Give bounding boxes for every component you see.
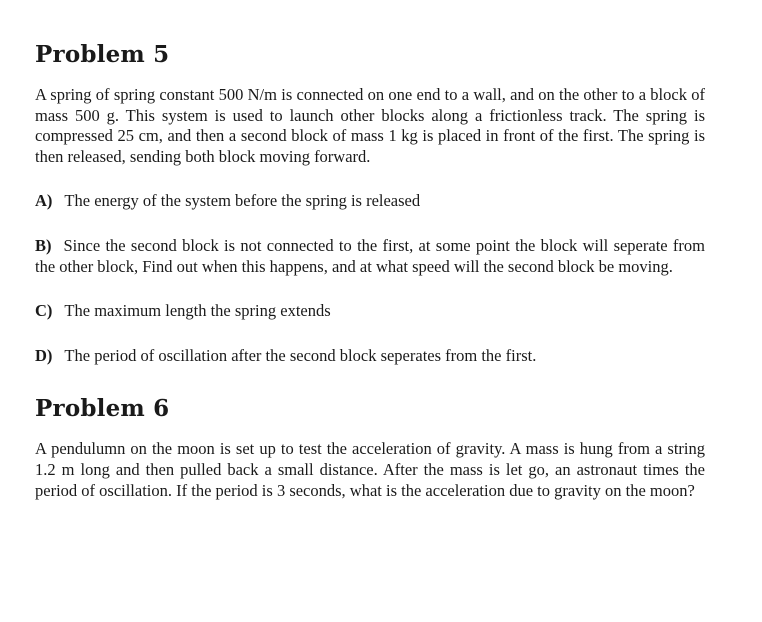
part-a-label: A): [35, 191, 53, 211]
part-a-text: The energy of the system before the spring is released: [64, 191, 421, 211]
problem-5-part-c: [35, 301, 705, 322]
document-page: [35, 40, 705, 501]
part-b-label: B): [35, 235, 52, 255]
problem-6-statement: A pendulumn on the moon is set up to test the acceleration of gravity. A mass is hung from a string 1.2 m long and then pulled back a small distance. After the mass is let go, an astronaut times the period of oscillation. If the period is 3 seconds, what is the acceleration due to gravity on the moon?: [35, 439, 705, 500]
problem-5-part-b: [35, 236, 705, 277]
problem-5-part-d: [35, 346, 705, 367]
problem-5-statement: A spring of spring constant 500 N/m is connected on one end to a wall, and on the other to a block of mass 500 g. This system is used to launch other blocks along a frictionless track. The spring is compressed 25 cm, and then a second block of mass 1 kg is placed in front of the first. The spring is then released, sending both block moving forward.: [35, 85, 705, 166]
part-d-text: The period of oscillation after the second block seperates from the first.: [64, 345, 537, 365]
problem-6-title: Problem 6: [35, 395, 170, 423]
problem-5-part-a: [35, 191, 705, 212]
part-b-text: Since the second block is not connected to the first, at some point the block will seperate from the other block, Find out when this happens, and at what speed will the second block be moving.: [35, 235, 705, 276]
part-c-text: The maximum length the spring extends: [64, 301, 331, 321]
part-c-label: C): [35, 301, 53, 321]
problem-5-title: Problem 5: [35, 41, 170, 68]
part-d-label: D): [35, 345, 53, 365]
